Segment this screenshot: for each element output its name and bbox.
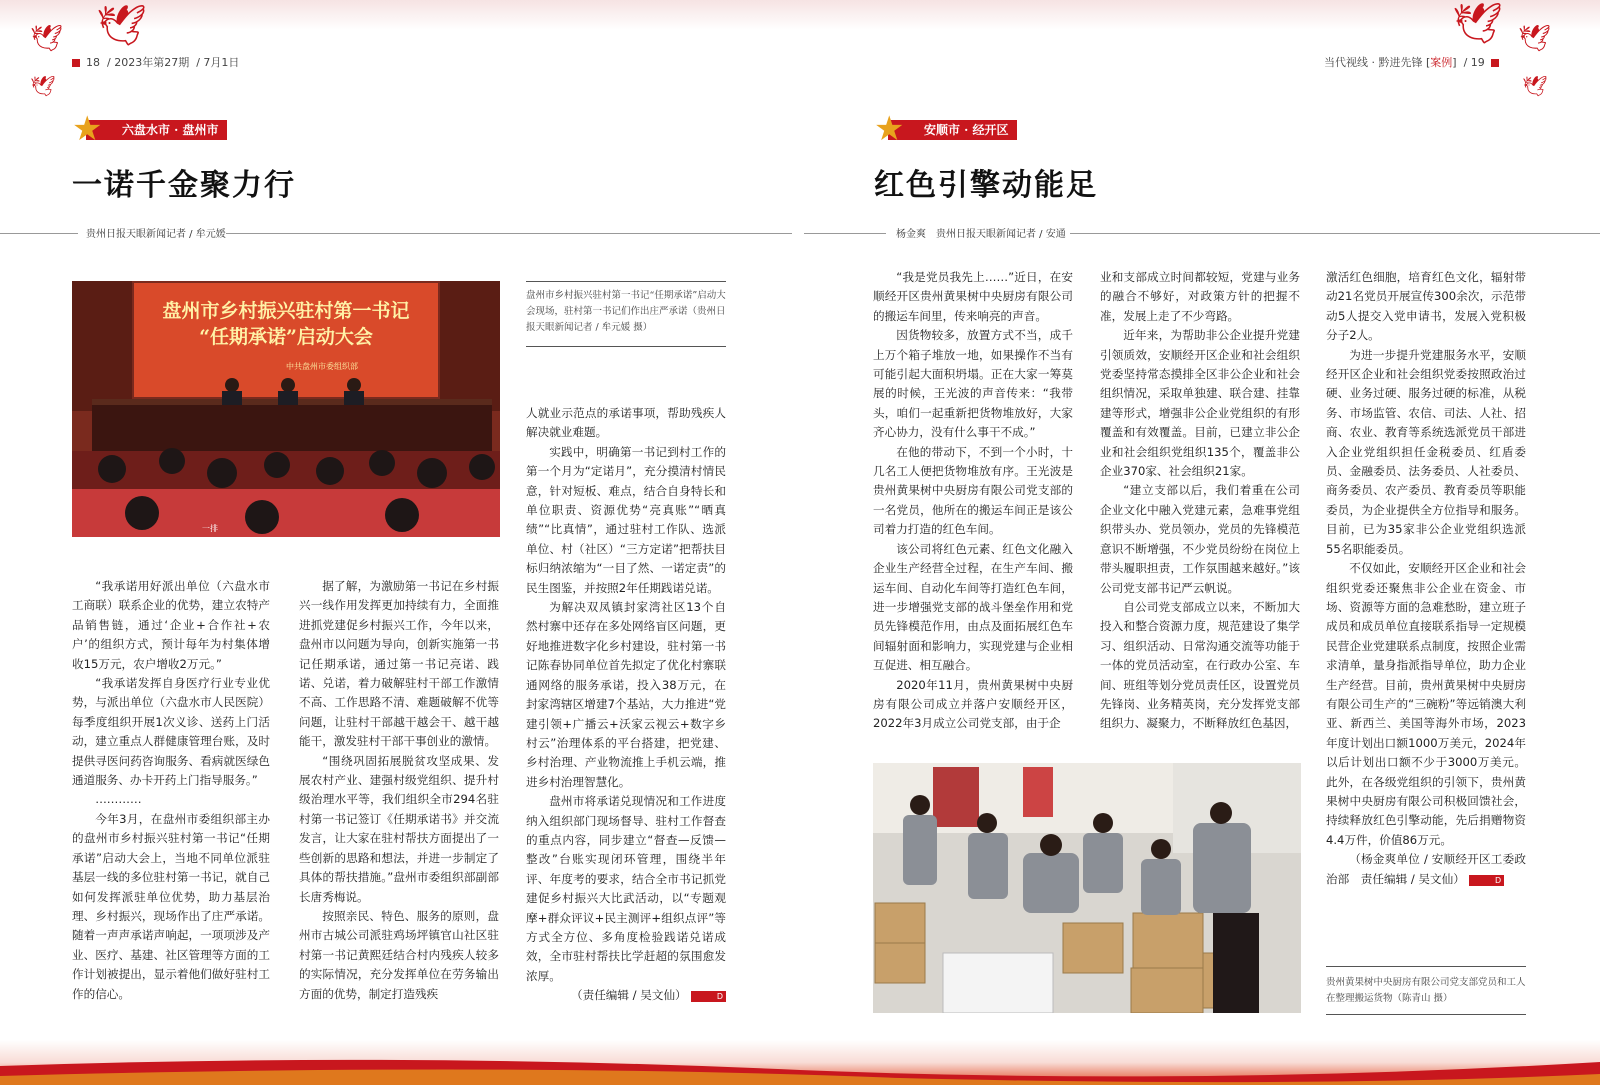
paragraph: 因货物较多，放置方式不当，成千上万个箱子堆放一地，如果操作不当有可能引起大面积坍塌。正在大家一筹莫展的时候，王光波的声音传来：“我带头，咱们一起重新把货物堆放好，大家齐心协力，没有什么事干不成。” <box>873 328 1073 440</box>
meeting-photo <box>72 281 500 537</box>
paragraph: “我承诺用好派出单位（六盘水市工商联）联系企业的优势，建立农特产品销售链，通过‘企业+合作社+农户’的组织方式，预计每年为村集体增收15万元，农户增收2万元。” <box>72 579 270 671</box>
paragraph: 今年3月，在盘州市委组织部主办的盘州市乡村振兴驻村第一书记“任期承诺”启动大会上，当地不同单位派驻基层一线的多位驻村第一书记，就自己如何发挥派驻单位优势，助力基层治理、乡村振兴，现场作出了庄严承诺。随着一声声承诺声响起，一项项涉及产业、医疗、基建、社区管理等方面的工作计划被提出，显示着他们做好驻村工作的信心。 <box>72 811 270 1001</box>
editor-credit <box>526 986 726 1005</box>
paragraph: 为进一步提升党建服务水平，安顺经开区企业和社会组织党委按照政治过硬、业务过硬、服务过硬的标准，从税务、市场监管、农信、司法、人社、招商、农业、教育等系统选派党员干部进入企业党组织担任金税委员、红盾委员、金融委员、法务委员、人社委员、商务委员、农产委员、教育委员等职能委员，为企业提供全方位指导和服务。目前，已为35家非公企业党组织选派55名职能委员。 <box>1326 347 1526 556</box>
page-number: 19 <box>1470 56 1485 69</box>
end-mark-icon: D <box>691 991 726 1002</box>
date-label: 7月1日 <box>203 56 240 69</box>
paragraph: 在他的带动下，不到一个小时，十几名工人便把货物堆放有序。王光波是贵州黄果树中央厨房有限公司党支部的一名党员，他所在的搬运车间正是该公司着力打造的红色车间。 <box>873 444 1073 537</box>
paragraph: 近年来，为帮助非公企业提升党建引领质效，安顺经开区企业和社会组织党委坚持常态摸排全区非公企业和社会组织情况，采取单独建、联合建、挂靠建等形式，增强非公企业党组织的有形覆盖和有效覆盖。目前，已建立非公企业和社会组织党组织135个，覆盖非公企业370家、社会组织21家。 <box>1100 328 1300 479</box>
banner-org: 中共盘州市委组织部 <box>286 362 358 371</box>
page-number: 18 <box>86 56 100 69</box>
paragraph: “我承诺发挥自身医疗行业专业优势，与派出单位（六盘水市人民医院）每季度组织开展1次义诊、送药上门活动，建立重点人群健康管理台账，及时提供寻医问药咨询服务、看病就医绿色通道服务、办卡开药上门指导服务。” <box>72 676 270 788</box>
paragraph: 按照亲民、特色、服务的原则，盘州市古城公司派驻鸡场坪镇官山社区驻村第一书记黄熙廷结合村内残疾人较多的实际情况，充分发挥单位在劳务输出方面的优势，制定打造残疾 <box>299 908 499 1001</box>
top-band <box>0 0 1600 30</box>
paragraph: 自公司党支部成立以来，不断加大投入和整合资源力度，规范建设了集学习、组织活动、日常沟通交流等功能于一体的党员活动室，在行政办公室、车间、班组等划分党员责任区，设置党员先锋岗、业务精英岗，充分发挥党支部组织力、凝聚力，不断释放红色基因， <box>1100 599 1300 731</box>
paragraph: “围绕巩固拓展脱贫攻坚成果、发展农村产业、建强村级党组织、提升村级治理水平等，我们组织全市294名驻村第一书记签订《任期承诺书》并交流发言，让大家在驻村帮扶方面提出了一些创新的思路和想法，并进一步制定了具体的帮扶措施。”盘州市委组织部副部长唐秀梅说。 <box>299 753 499 904</box>
issue-label: 2023年第27期 <box>114 56 190 69</box>
section-label: 案例 <box>1430 56 1453 69</box>
red-bird-icon: 🕊 <box>1518 24 1552 54</box>
page-header-left: 18 / 2023年第27期 / 7月1日 <box>66 54 239 70</box>
page-header-right: 当代视线 · 黔进先锋 [案例] / 19 <box>1324 54 1505 70</box>
article-title: 一诺千金聚力行 <box>72 168 296 203</box>
article-title: 红色引擎动能足 <box>874 168 1098 203</box>
byline-rule <box>0 233 78 234</box>
location-tag: 六盘水市 · 盘州市 <box>86 120 227 140</box>
byline-rule <box>226 233 792 234</box>
header-square-icon <box>72 59 80 67</box>
paragraph: “我是党员我先上……”近日，在安顺经开区贵州黄果树中央厨房有限公司的搬运车间里，传来响亮的声音。 <box>873 270 1073 323</box>
red-bird-icon: 🕊 <box>1452 1 1503 47</box>
caption-rule <box>1326 966 1526 967</box>
paragraph: 为解决双凤镇封家湾社区13个自然村寨中还存在多处网络盲区问题，更好地推进数字化乡村建设，驻村第一书记陈春协同单位首先拟定了优化村寨联通网络的服务承诺，投入38万元，在封家湾辖区增建7个基站，大力推进“党建引领+广播云+沃家云视云+数字乡村云”治理体系的平台搭建，把党建、乡村治理、产业物流推上手机云端，推进乡村治理智慧化。 <box>526 600 726 789</box>
byline-rule <box>1070 233 1600 234</box>
red-bird-icon: 🕊 <box>1522 74 1548 98</box>
article-column <box>873 268 1073 734</box>
editor-credit <box>1326 850 1526 889</box>
byline: 杨金爽 贵州日报天眼新闻记者 / 安通 <box>896 229 1066 240</box>
paragraph: 激活红色细胞，培育红色文化，辐射带动21名党员开展宣传300余次，示范带动5人提交入党申请书，发展入党积极分子2人。 <box>1326 270 1526 343</box>
paragraph: 2020年11月，贵州黄果树中央厨房有限公司成立并落户安顺经开区，2022年3月成立公司党支部，由于企 <box>873 677 1073 731</box>
article-column <box>1326 268 1526 889</box>
byline-rule <box>804 233 886 234</box>
warehouse-photo <box>873 763 1301 1013</box>
seat-label: 一排 <box>202 524 218 533</box>
caption-rule <box>1326 1014 1526 1015</box>
article-column <box>299 577 499 1004</box>
paragraph: ………… <box>95 792 142 807</box>
end-mark-icon: D <box>1469 875 1504 886</box>
red-bird-icon: 🕊 <box>30 74 56 98</box>
star-icon: ★ <box>874 109 905 149</box>
red-bird-icon: 🕊 <box>96 3 147 49</box>
paragraph: 该公司将红色元素、红色文化融入企业生产经营全过程，在生产车间、搬运车间、自动化车间等打造红色车间，进一步增强党支部的战斗堡垒作用和党员先锋模范作用，由点及面拓展红色车间辐射面和影响力，实现党建与企业相互促进、相互融合。 <box>873 541 1073 673</box>
editor-credit-text: （杨金爽单位 / 安顺经开区工委政治部 责任编辑 / 吴文仙） <box>1326 852 1526 886</box>
paragraph: 实践中，明确第一书记到村工作的第一个月为“定诺月”，充分摸清村情民意，针对短板、难点，结合自身特长和单位职责、资源优势“亮真账”“晒真绩”“比真情”，通过驻村工作队、选派单位、村（社区）“三方定诺”把帮扶目标归纳浓缩为“一目了然、一诺定责”的民生图鉴，并按照2年任期践诺兑诺。 <box>526 444 726 595</box>
caption-rule <box>526 346 726 347</box>
banner-line-1: 盘州市乡村振兴驻村第一书记 <box>162 300 410 322</box>
paragraph: 盘州市将承诺兑现情况和工作进度纳入组织部门现场督导、驻村工作督查的重点内容，同步建立“督查—反馈—整改”台账实现闭环管理，围绕半年评、年度考的要求，结合全市书记抓党建促乡村振兴大比武活动，以“专题观摩+群众评议+民主测评+组织点评”等方式全方位、多角度检验践诺兑诺成效，全市驻村帮扶比学赶超的氛围愈发浓厚。 <box>526 794 726 983</box>
location-tag: 安顺市 · 经开区 <box>888 120 1017 140</box>
article-column <box>72 577 270 1004</box>
article-column <box>526 404 726 1006</box>
paragraph: 据了解，为激励第一书记在乡村振兴一线作用发挥更加持续有力，全面推进抓党建促乡村振兴工作，今年以来，盘州市以问题为导向，创新实施第一书记任期承诺，通过第一书记亮诺、践诺、兑诺，着力破解驻村干部工作激情不高、工作思路不清、难题破解不优等问题，让驻村干部越干越会干、越干越能干，激发驻村干部干事创业的激情。 <box>299 579 499 749</box>
header-square-icon <box>1491 59 1499 67</box>
red-bird-icon: 🕊 <box>30 24 64 54</box>
photo-caption: 贵州黄果树中央厨房有限公司党支部党员和工人在整理搬运货物（陈青山 摄） <box>1326 977 1526 1004</box>
photo-caption: 盘州市乡村振兴驻村第一书记“任期承诺”启动大会现场，驻村第一书记们作出庄严承诺（贵州日报天眼新闻记者 / 牟元媛 摄） <box>526 290 726 333</box>
paragraph: 人就业示范点的承诺事项，帮助残疾人解决就业难题。 <box>526 406 726 440</box>
paragraph: “建立支部以后，我们着重在公司企业文化中融入党建元素，急难事党组织带头办、党员领办，党员的先锋模范意识不断增强，不少党员纷纷在岗位上带头履职担责，工作氛围越来越好。”该公司党支部书记严云帆说。 <box>1100 483 1300 595</box>
banner-line-2: “任期承诺”启动大会 <box>199 326 373 348</box>
magazine-name: 当代视线 · 黔进先锋 <box>1324 56 1423 69</box>
paragraph: 不仅如此，安顺经开区企业和社会组织党委还聚焦非公企业在资金、市场、资源等方面的急难愁盼，建立班子成员和成员单位直接联系指导一定规模民营企业党建联系点制度，按照企业需求清单，量身指派指导单位，助力企业生产经营。目前，贵州黄果树中央厨房有限公司生产的“三碗粉”等远销澳大利亚、新西兰、美国等海外市场，2023年度计划出口额1000万美元，2024年以后计划出口额不少于3000万美元。此外，在各级党组织的引领下，贵州黄果树中央厨房有限公司积极回馈社会，持续释放红色引擎动能，先后捐赠物资4.4万件，价值86万元。 <box>1326 561 1526 847</box>
byline: 贵州日报天眼新闻记者 / 牟元媛 <box>86 229 226 240</box>
paragraph: 业和支部成立时间都较短，党建与业务的融合不够好，对政策方针的把握不准，发展上走了不少弯路。 <box>1100 270 1300 323</box>
star-icon: ★ <box>72 109 103 149</box>
decorative-wave <box>0 1052 1600 1085</box>
article-column <box>1100 268 1300 734</box>
caption-rule <box>526 281 726 282</box>
editor-credit-text: （责任编辑 / 吴文仙） <box>571 988 687 1003</box>
